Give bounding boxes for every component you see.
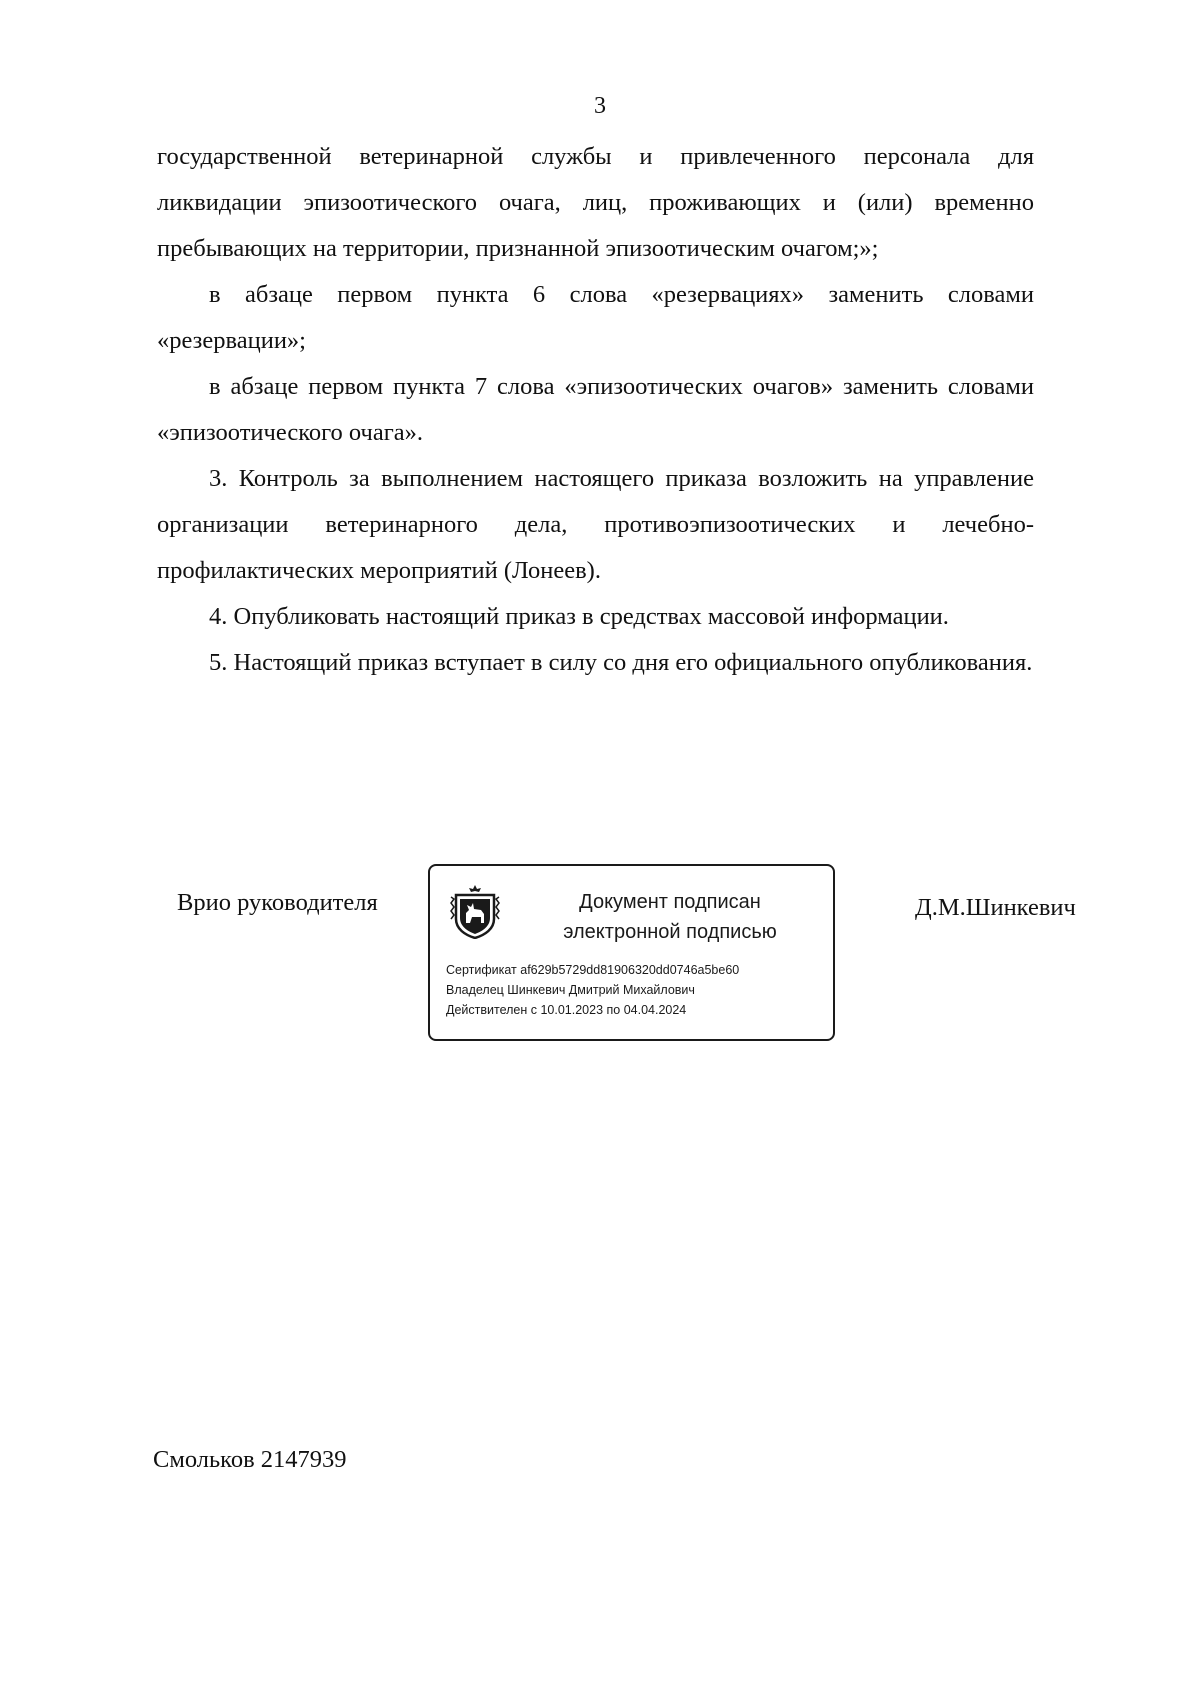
paragraph-amendment-item-6: в абзаце первом пункта 6 слова «резервациях» заменить словами «резервации»; (157, 281, 1034, 354)
stamp-title-line-1: Документ подписан (579, 891, 761, 913)
paragraph-point-4-publish: 4. Опубликовать настоящий приказ в средствах массовой информации. (209, 603, 949, 630)
stamp-title (530, 887, 810, 947)
document-body (157, 134, 1034, 686)
signatory-name: Д.М.Шинкевич (915, 894, 1076, 921)
paragraph-continuation: государственной ветеринарной службы и привлеченного персонала для ликвидации эпизоотического очага, лиц, проживающих и (или) временно пребывающих на территории, признанной эпизоотическим очагом;»; (157, 143, 1034, 262)
paragraph-point-5-effective: 5. Настоящий приказ вступает в силу со дня его официального опубликования. (209, 649, 1033, 676)
paragraph-point-3-control: 3. Контроль за выполнением настоящего приказа возложить на управление организации ветеринарного дела, противоэпизоотических и лечебно-профилактических мероприятий (Лонеев). (157, 465, 1034, 584)
page-number: 3 (594, 93, 606, 119)
stamp-details (446, 960, 826, 1020)
paragraph-amendment-item-7: в абзаце первом пункта 7 слова «эпизоотических очагов» заменить словами «эпизоотического очага». (157, 373, 1034, 446)
signatory-position: Врио руководителя (177, 889, 378, 916)
certificate-owner: Владелец Шинкевич Дмитрий Михайлович (446, 983, 695, 997)
certificate-number: Сертификат af629b5729dd81906320dd0746a5be60 (446, 963, 740, 977)
certificate-validity: Действителен с 10.01.2023 по 04.04.2024 (446, 1003, 687, 1017)
executor-contact: Смольков 2147939 (153, 1446, 347, 1473)
coat-of-arms-icon (450, 883, 500, 939)
stamp-title-line-2: электронной подписью (563, 921, 777, 943)
electronic-signature-stamp (428, 864, 835, 1041)
